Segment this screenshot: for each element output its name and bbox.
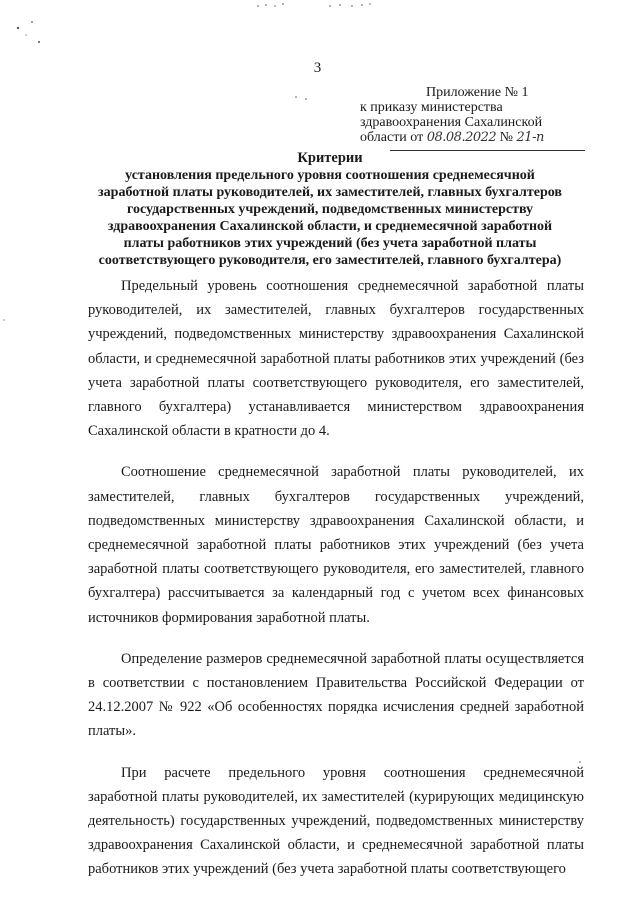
heading-line: здравоохранения Сахалинской области, и среднемесячной заработной	[107, 219, 553, 234]
appendix-title: Приложение № 1	[426, 85, 529, 100]
heading-title: Критерии	[297, 150, 363, 166]
appendix-date-line	[360, 130, 600, 145]
document-body	[88, 274, 584, 899]
heading-line: государственных учреждений, подведомственных министерству	[126, 202, 534, 217]
body-paragraph: Предельный уровень соотношения среднемесячной заработной платы руководителей, их заместителей, главных бухгалтеров государственных учреждений, подведомственных министерству здравоохранения Сахалинской области, и среднемесячной заработной платы работников этих учреждений (без учета заработной платы соответствующего руководителя, его заместителей, главного бухгалтера) устанавливается министерством здравоохранения Сахалинской области в кратности до 4.	[88, 278, 584, 440]
appendix-line-2: к приказу министерства	[360, 100, 503, 115]
number-label: №	[499, 130, 514, 145]
body-paragraph: Соотношение среднемесячной заработной платы руководителей, их заместителей, главных бухгалтеров государственных учреждений, подведомственных министерству здравоохранения Сахалинской области, и среднемесячной заработной платы работников этих учреждений (без учета заработной платы соответствующего руководителя, его заместителей, главного бухгалтера) рассчитывается за календарный год с учетом всех финансовых источников формирования заработной платы.	[88, 464, 584, 626]
appendix-line-3: здравоохранения Сахалинской	[360, 115, 543, 130]
heading-line: платы работников этих учреждений (без учета заработной платы	[123, 236, 537, 251]
heading-line: соответствующего руководителя, его заместителей, главного бухгалтера)	[98, 253, 562, 268]
handwritten-number: 21-п	[516, 130, 544, 145]
handwritten-date: 08.08.2022	[426, 130, 497, 145]
body-paragraph: Определение размеров среднемесячной заработной платы осуществляется в соответствии с постановлением Правительства Российской Федерации от 24.12.2007 № 922 «Об особенностях порядка исчисления средней заработной платы».	[88, 650, 584, 740]
heading-line: установления предельного уровня соотношения среднемесячной	[125, 168, 535, 183]
appendix-date-prefix: области от	[360, 130, 424, 145]
appendix-block	[360, 85, 600, 145]
page-number: 3	[313, 60, 322, 76]
document-heading	[70, 150, 590, 269]
body-paragraph: При расчете предельного уровня соотношения среднемесячной заработной платы руководителей, их заместителей (курирующих медицинскую деятельность) государственных учреждений, подведомственных министерству здравоохранения Сахалинской области, и среднемесячной заработной платы работников этих учреждений (без учета заработной платы соответствующего	[88, 764, 584, 878]
heading-line: заработной платы руководителей, их заместителей, главных бухгалтеров	[98, 185, 562, 200]
